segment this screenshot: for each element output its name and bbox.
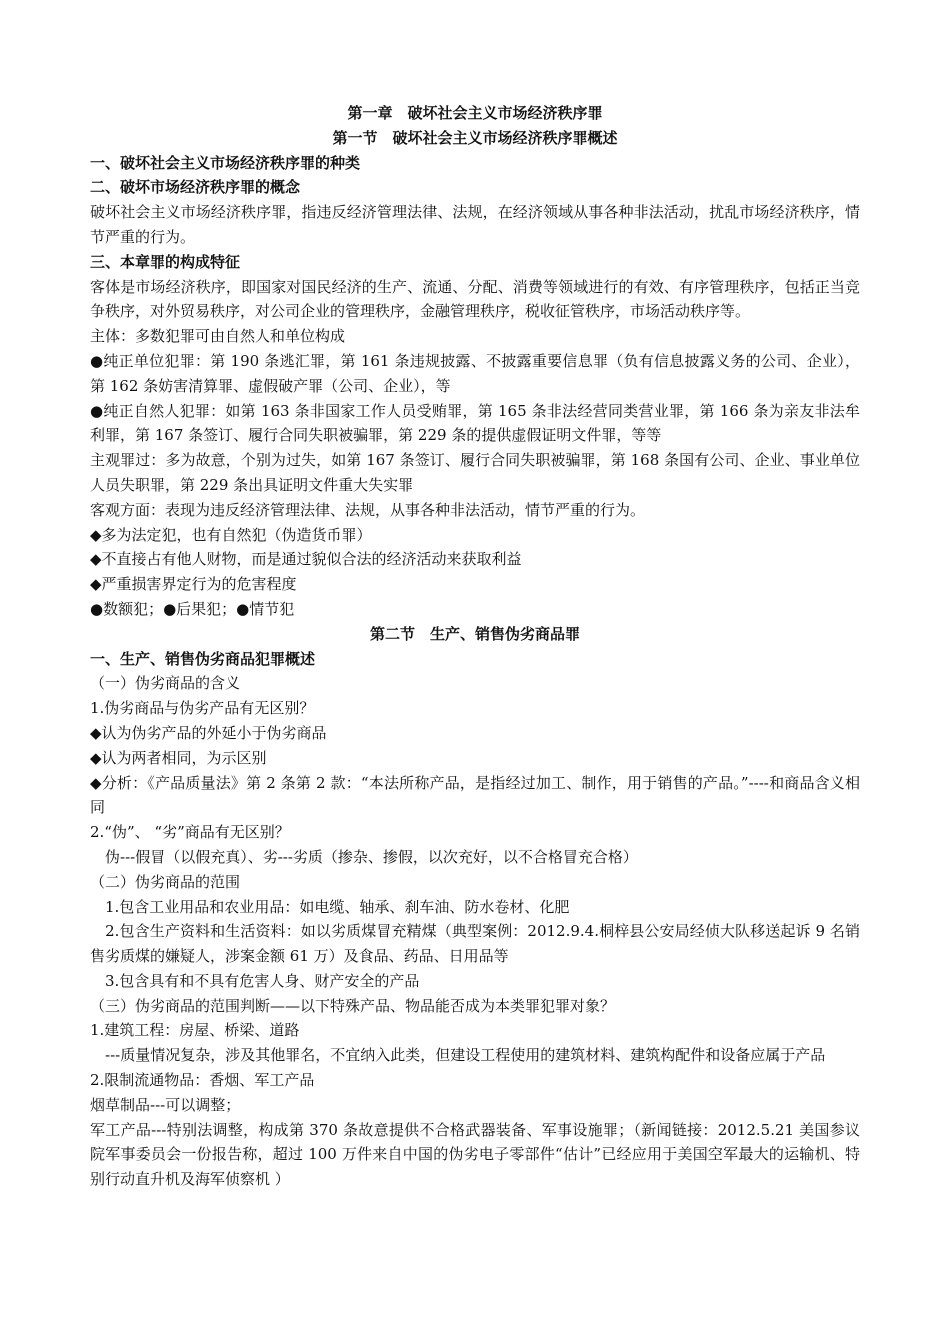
list-item: ●数额犯；●后果犯；●情节犯: [90, 599, 295, 618]
paragraph: ●纯正单位犯罪：第 190 条逃汇罪，第 161 条违规披露、不披露重要信息罪（负有信息披露义务的公司、企业），第 162 条妨害清算罪、虚假破产罪（公司、企业），等: [90, 351, 860, 395]
document-body: [90, 101, 860, 1192]
heading: 二、破坏市场经济秩序罪的概念: [90, 178, 301, 197]
paragraph: 1.包含工业用品和农业用品：如电缆、轴承、刹车油、防水卷材、化肥: [90, 897, 570, 916]
list-item: ◆多为法定犯，也有自然犯（伪造货币罪）: [90, 525, 372, 544]
paragraph: 伪---假冒（以假充真）、劣---劣质（掺杂、掺假，以次充好，以不合格冒充合格）: [90, 847, 638, 866]
paragraph: 2.“伪”、 “劣”商品有无区别？: [90, 823, 290, 842]
subheading: （三）伪劣商品的范围判断——以下特殊产品、物品能否成为本类罪犯罪对象？: [90, 996, 616, 1015]
paragraph: 3.包含具有和不具有危害人身、财产安全的产品: [90, 971, 420, 990]
paragraph: 军工产品---特别法调整，构成第 370 条故意提供不合格武器装备、军事设施罪；（新闻链接：2012.5.21 美国参议院军事委员会一份报告称，超过 100 万件来自中国的伪劣电子零部件“估计”已经应用于美国空军最大的运输机、特别行动直升机及海军侦察机 ）: [90, 1120, 860, 1189]
paragraph: 1.建筑工程：房屋、桥梁、道路: [90, 1021, 300, 1040]
section-title: 第一节 破坏社会主义市场经济秩序罪概述: [332, 128, 618, 147]
heading: 三、本章罪的构成特征: [90, 252, 241, 271]
section-title: 第二节 生产、销售伪劣商品罪: [369, 624, 580, 643]
list-item: ◆不直接占有他人财物，而是通过貌似合法的经济活动来获取利益: [90, 550, 522, 569]
paragraph: ---质量情况复杂，涉及其他罪名，不宜纳入此类，但建设工程使用的建筑材料、建筑构配件和设备应属于产品: [90, 1046, 826, 1065]
heading: 一、破坏社会主义市场经济秩序罪的种类: [90, 153, 361, 172]
paragraph: 破坏社会主义市场经济秩序罪，指违反经济管理法律、法规，在经济领域从事各种非法活动，扰乱市场经济秩序，情节严重的行为。: [90, 203, 860, 246]
paragraph: 客观方面：表现为违反经济管理法律、法规，从事各种非法活动，情节严重的行为。: [90, 500, 646, 519]
paragraph: 主观罪过：多为故意，个别为过失，如第 167 条签订、履行合同失职被骗罪，第 168 条国有公司、企业、事业单位人员失职罪，第 229 条出具证明文件重大失实罪: [90, 451, 860, 494]
list-item: ◆分析：《产品质量法》第 2 条第 2 款：“本法所称产品，是指经过加工、制作，用于销售的产品。”----和商品含义相同: [90, 773, 860, 817]
list-item: ◆严重损害界定行为的危害程度: [90, 575, 297, 594]
paragraph: ●纯正自然人犯罪：如第 163 条非国家工作人员受贿罪，第 165 条非法经营同类营业罪，第 166 条为亲友非法牟利罪，第 167 条签订、履行合同失职被骗罪，第 229 条的提供虚假证明文件罪，等等: [90, 401, 860, 445]
chapter-title: 第一章 破坏社会主义市场经济秩序罪: [347, 104, 603, 122]
paragraph: 烟草制品---可以调整；: [90, 1095, 241, 1114]
paragraph: 1.伪劣商品与伪劣产品有无区别？: [90, 699, 315, 718]
paragraph: 2.限制流通物品：香烟、军工产品: [90, 1071, 315, 1090]
list-item: ◆认为伪劣产品的外延小于伪劣商品: [90, 723, 327, 742]
subheading: （一）伪劣商品的含义: [90, 674, 241, 693]
paragraph: 客体是市场经济秩序，即国家对国民经济的生产、流通、分配、消费等领域进行的有效、有序管理秩序，包括正当竞争秩序，对外贸易秩序，对公司企业的管理秩序，金融管理秩序，税收征管秩序，市场活动秩序等。: [90, 277, 860, 321]
heading: 一、生产、销售伪劣商品犯罪概述: [90, 649, 316, 668]
paragraph: 2.包含生产资料和生活资料：如以劣质煤冒充精煤（典型案例：2012.9.4.桐梓县公安局经侦大队移送起诉 9 名销售劣质煤的嫌疑人，涉案金额 61 万）及食品、药品、日用品等: [90, 922, 860, 966]
subheading: （二）伪劣商品的范围: [90, 872, 241, 891]
paragraph: 主体：多数犯罪可由自然人和单位构成: [90, 327, 346, 346]
list-item: ◆认为两者相同，为示区别: [90, 748, 267, 767]
